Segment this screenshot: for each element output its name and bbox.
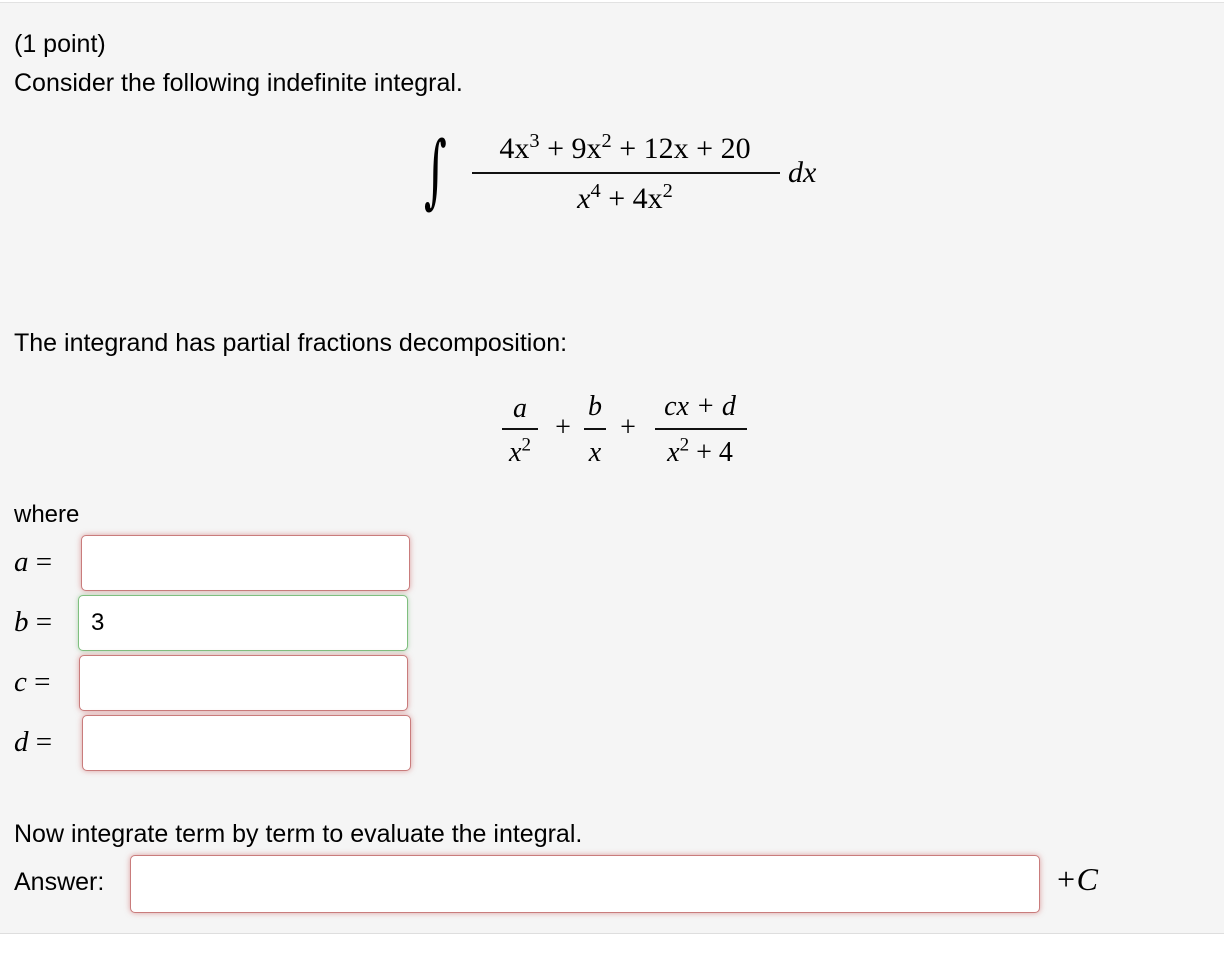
answer-input[interactable] xyxy=(130,855,1040,913)
c-input[interactable] xyxy=(79,655,408,711)
term3-fraction-bar xyxy=(655,428,747,430)
integral-denominator: $x^4 + 4x^2$ xyxy=(577,179,673,215)
a-label: a = xyxy=(14,546,53,578)
constant-of-integration: +C xyxy=(1055,861,1098,897)
integral-numerator: $4x^3 + 9x^2 + 12x + 20$ xyxy=(499,129,751,165)
term2-fraction-bar xyxy=(584,428,606,430)
problem-intro: Consider the following indefinite integral. xyxy=(14,69,463,97)
answer-label: Answer: xyxy=(14,868,105,896)
d-label: d = xyxy=(14,726,53,758)
a-input[interactable] xyxy=(81,535,410,591)
term1-denominator: $x^2$ xyxy=(509,434,531,468)
plus-sign-2: + xyxy=(620,412,636,443)
decomposition-text: The integrand has partial fractions decomposition: xyxy=(14,329,568,357)
where-label: where xyxy=(14,501,80,528)
b-label: b = xyxy=(14,606,53,638)
term3-numerator: cx + d xyxy=(664,391,736,422)
integral-differential: dx xyxy=(788,156,817,189)
term1-numerator: a xyxy=(513,393,527,424)
c-label: c = xyxy=(14,666,51,698)
b-input[interactable] xyxy=(78,595,408,651)
integral-sign: ∫ xyxy=(424,124,447,217)
term1-fraction-bar xyxy=(502,428,538,430)
term2-numerator: b xyxy=(588,391,602,422)
term3-denominator: $x^2 + 4$ xyxy=(667,434,733,468)
d-input[interactable] xyxy=(82,715,411,771)
plus-sign-1: + xyxy=(555,412,571,443)
points-label: (1 point) xyxy=(14,30,106,58)
term2-denominator: x xyxy=(588,437,602,468)
final-instruction: Now integrate term by term to evaluate the integral. xyxy=(14,820,583,848)
integral-fraction-bar xyxy=(472,172,780,174)
